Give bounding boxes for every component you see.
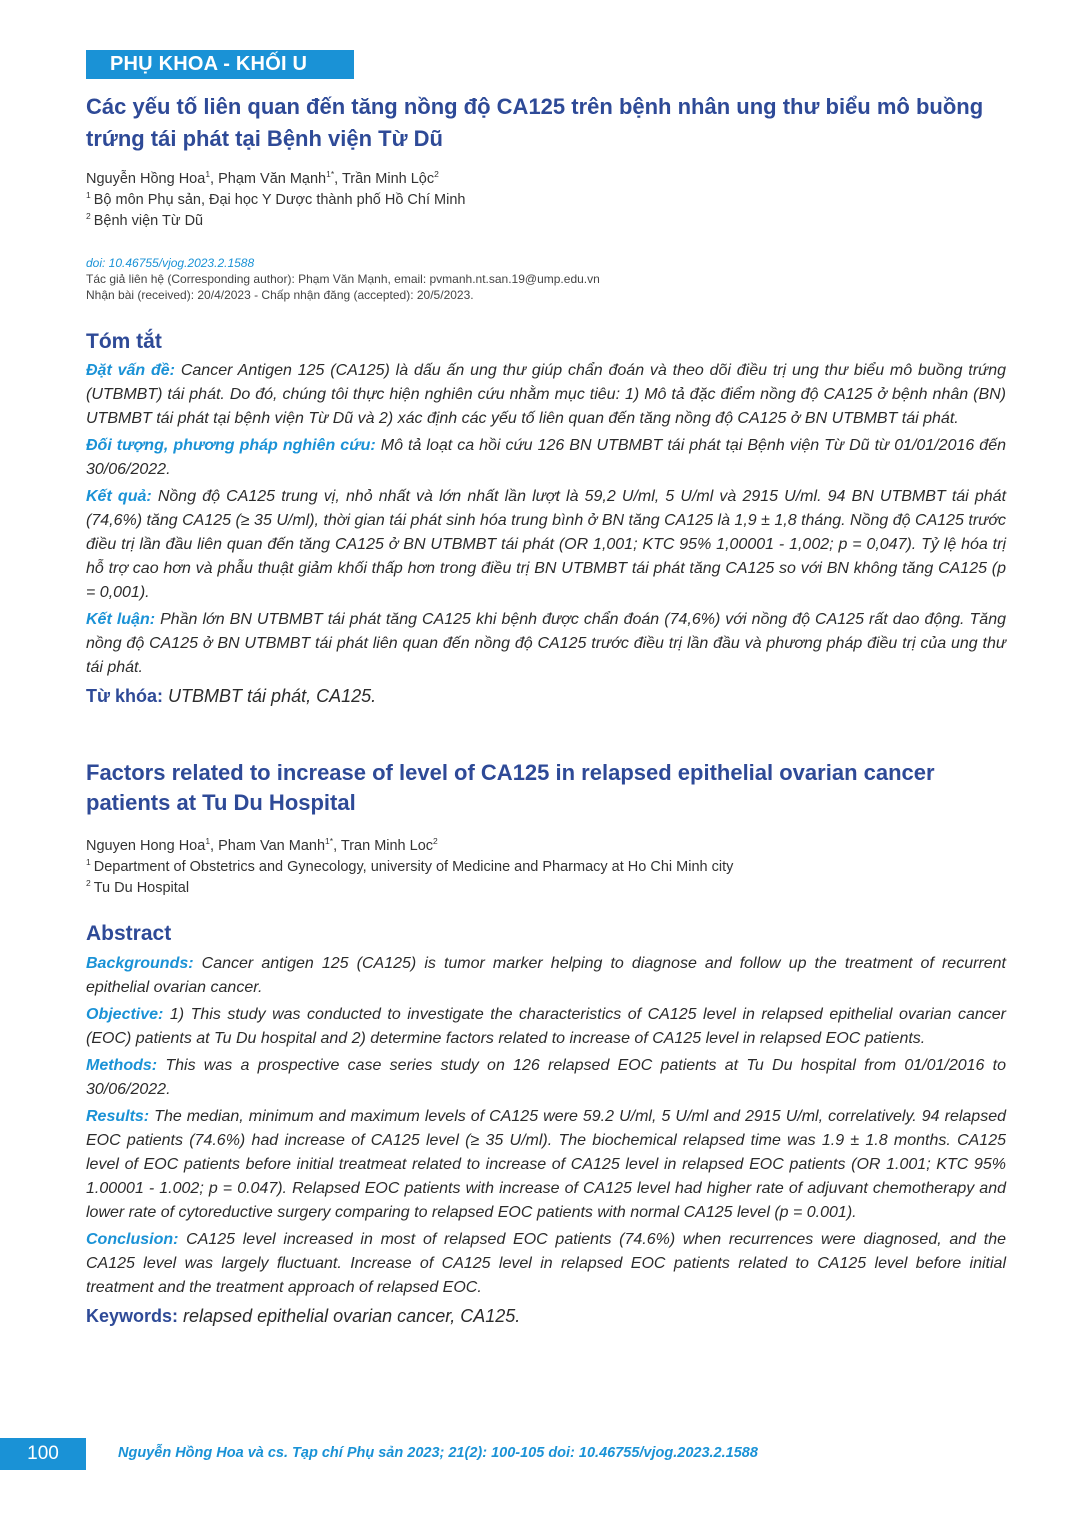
keywords-en: Keywords: relapsed epithelial ovarian cancer, CA125. [86, 1306, 521, 1326]
author-affiliation-mark: 2 [433, 836, 438, 847]
author-name: Nguyễn Hồng Hoa [86, 171, 206, 187]
article-meta [86, 255, 1016, 303]
author-name: Nguyen Hong Hoa [86, 838, 206, 854]
abstract-section: Đặt vấn đề: Cancer Antigen 125 (CA125) là dấu ấn ung thư giúp chẩn đoán và theo dõi điều trị ung thư biểu mô buồng trứng (UTBMBT) tái phát. Do đó, chúng tôi thực hiện nghiên cứu nhằm mục tiêu: 1) Mô tả đặc điểm nồng độ CA125 ở bệnh nhân (BN) UTBMBT tái phát tại bệnh viện Từ Dũ và 2) xác định các yếu tố liên quan đến tăng nồng độ CA125 ở BN UTBMBT tái phát. [86, 362, 1006, 427]
author-list-vi: Nguyễn Hồng Hoa$^1$, Phạm Văn Mạnh$^{1*}$, Trần Minh Lộc$^2$ [86, 169, 439, 187]
section-label: Đối tượng, phương pháp nghiên cứu: [86, 437, 376, 454]
author-name: Pham Van Manh [218, 838, 326, 854]
keywords-label: Keywords: [86, 1306, 179, 1326]
affiliation-1-vi: $^1$ Bộ môn Phụ sản, Đại học Y Dược thành phố Hồ Chí Minh [86, 190, 466, 208]
abstract-section: Methods: This was a prospective case series study on 126 relapsed EOC patients at Tu Du hospital from 01/01/2016 to 30/06/2022. [86, 1057, 1006, 1098]
section-label: Methods: [86, 1057, 158, 1074]
author-affiliation-mark: 1* [325, 836, 334, 847]
abstract-heading-vi: Tóm tắt [86, 330, 162, 353]
affiliation-1-en: $^1$ Department of Obstetrics and Gynecology, university of Medicine and Pharmacy at Ho Chi Minh city [86, 857, 734, 875]
section-tag: PHỤ KHOA - KHỐI U [86, 50, 354, 79]
author-name: Tran Minh Loc [340, 838, 434, 854]
section-label: Conclusion: [86, 1231, 179, 1248]
doi-link[interactable]: doi: 10.46755/vjog.2023.2.1588 [86, 256, 255, 270]
authors-block-en [86, 836, 1016, 899]
page-number: 100 [0, 1438, 86, 1470]
corresponding-author: Tác giả liên hệ (Corresponding author): Phạm Văn Mạnh, email: pvmanh.nt.san.19@ump.edu.vn [86, 272, 600, 286]
author-affiliation-mark: 1* [326, 169, 335, 180]
author-affiliation-mark: 1 [205, 169, 211, 180]
abstract-section: Đối tượng, phương pháp nghiên cứu: Mô tả loạt ca hồi cứu 126 BN UTBMBT tái phát tại Bệnh viện Từ Dũ từ 01/01/2016 đến 30/06/2022. [86, 437, 1006, 478]
authors-block-vi [86, 169, 1016, 232]
abstract-section: Kết quả: Nồng độ CA125 trung vị, nhỏ nhất và lớn nhất lần lượt là 59,2 U/ml, 5 U/ml và 2915 U/ml. 94 BN UTBMBT tái phát (74,6%) tăng CA125 (≥ 35 U/ml), thời gian tái phát sinh hóa trung bình ở BN tăng CA125 là 1,9 ± 1,8 tháng. Nồng độ CA125 trước điều trị lần đầu liên quan đến tăng CA125 ở BN UTBMBT tái phát (OR 1,001; KTC 95% 1,00001 - 1,002; p = 0,047). Tỷ lệ hóa trị hỗ trợ cao hơn và phẫu thuật giảm khối thấp hơn trong điều trị BN UTBMBT tái phát tăng CA125 so với BN không tăng CA125 (p = 0,001). [86, 488, 1007, 601]
affiliation-2-vi: $^2$ Bệnh viện Từ Dũ [86, 211, 204, 229]
author-affiliation-mark: 1 [205, 836, 211, 847]
article-title-en: Factors related to increase of level of CA125 in relapsed epithelial ovarian cancer patients at Tu Du Hospital [86, 760, 935, 815]
abstract-heading-en: Abstract [86, 922, 172, 945]
section-label: Kết luận: [86, 611, 156, 628]
author-affiliation-mark: 2 [434, 169, 439, 180]
article-title-vi: Các yếu tố liên quan đến tăng nồng độ CA125 trên bệnh nhân ung thư biểu mô buồng trứng tái phát tại Bệnh viện Từ Dũ [86, 94, 984, 151]
section-label: Objective: [86, 1006, 164, 1023]
section-label: Kết quả: [86, 488, 152, 505]
author-name: Trần Minh Lộc [341, 171, 435, 187]
received-accepted-dates: Nhận bài (received): 20/4/2023 - Chấp nhận đăng (accepted): 20/5/2023. [86, 288, 474, 302]
section-label: Results: [86, 1108, 150, 1125]
affiliation-2-en: $^2$ Tu Du Hospital [86, 878, 190, 896]
abstract-section: Conclusion: CA125 level increased in most of relapsed EOC patients (74.6%) when recurrences were diagnosed, and the CA125 level was largely fluctuant. Increase of CA125 level in relapsed EOC patients related to CA125 level before initial treatment and the treatment approach of relapsed EOC. [86, 1231, 1006, 1296]
abstract-body-vi [86, 359, 1006, 712]
section-label: Đặt vấn đề: [86, 362, 176, 379]
abstract-section: Kết luận: Phần lớn BN UTBMBT tái phát tăng CA125 khi bệnh được chẩn đoán (74,6%) với nồng độ CA125 rất dao động. Tăng nồng độ CA125 ở BN UTBMBT tái phát liên quan đến nồng độ CA125 trước điều trị lần đầu và phương pháp điều trị của ung thư tái phát. [86, 611, 1006, 676]
author-list-en: Nguyen Hong Hoa$^1$, Pham Van Manh$^{1*}$, Tran Minh Loc$^2$ [86, 836, 438, 854]
author-name: Phạm Văn Mạnh [218, 171, 327, 187]
section-label: Backgrounds: [86, 955, 194, 972]
footer-citation: Nguyễn Hồng Hoa và cs. Tạp chí Phụ sản 2023; 21(2): 100-105 doi: 10.46755/vjog.2023.2.1588 [118, 1445, 758, 1461]
abstract-body-en [86, 952, 1006, 1332]
keywords-vi: Từ khóa: UTBMBT tái phát, CA125. [86, 686, 377, 706]
abstract-section: Results: The median, minimum and maximum levels of CA125 were 59.2 U/ml, 5 U/ml and 2915 U/ml, correlatively. 94 relapsed EOC patients (74.6%) had increase of CA125 level (≥ 35 U/ml). The biochemical relapsed time was 1.9 ± 1.8 months. CA125 level of EOC patients before initial treatmeat related to increase of CA125 level in relapsed EOC patients (OR 1.001; KTC 95% 1.00001 - 1.002; p = 0.047). Relapsed EOC patients with increase of CA125 level had higher rate of adjuvant chemotherapy and lower rate of cytoreductive surgery comparing to relapsed EOC patients with normal CA125 level (p = 0.001). [86, 1108, 1006, 1221]
abstract-section: Backgrounds: Cancer antigen 125 (CA125) is tumor marker helping to diagnose and follow up the treatment of recurrent epithelial ovarian cancer. [86, 955, 1006, 996]
keywords-label: Từ khóa: [86, 686, 164, 706]
abstract-section: Objective: 1) This study was conducted to investigate the characteristics of CA125 level in relapsed epithelial ovarian cancer (EOC) patients at Tu Du hospital and 2) determine factors related to increase of CA125 level in relapsed EOC patients. [86, 1006, 1006, 1047]
